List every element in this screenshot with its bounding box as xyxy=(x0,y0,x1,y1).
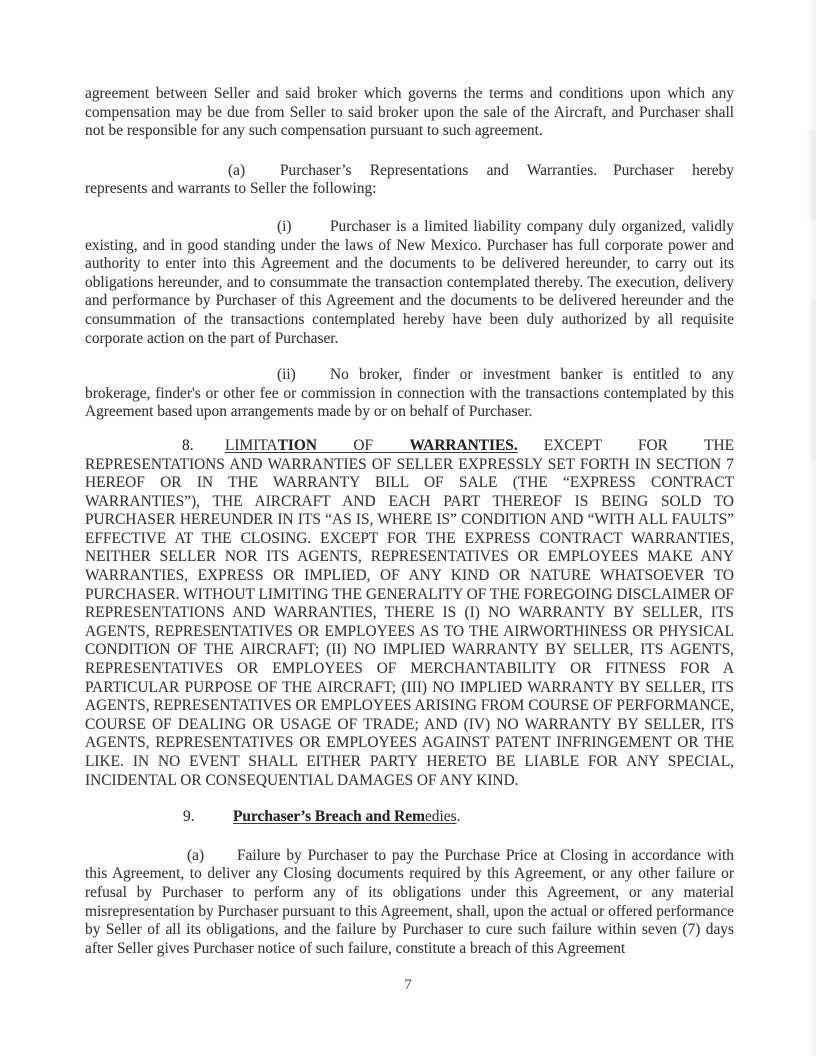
clause-ii-label: (ii) xyxy=(277,366,296,384)
section-9-paragraph xyxy=(85,808,734,827)
page-content xyxy=(85,85,734,958)
clause-a-label: (a) xyxy=(228,161,246,179)
section-8-heading xyxy=(225,437,518,454)
scan-artifact xyxy=(811,300,816,460)
clause-9a-paragraph xyxy=(85,847,734,959)
clause-i-paragraph xyxy=(85,218,734,348)
clause-a-paragraph xyxy=(85,162,734,199)
clause-i-label: (i) xyxy=(277,217,292,235)
clause-a-heading: Purchaser’s Representations and Warranties. xyxy=(280,161,598,179)
tab-spacer xyxy=(597,174,613,175)
tab-spacer xyxy=(518,449,544,450)
section-9-number: 9. xyxy=(183,808,195,826)
section-8-heading-part3: OF xyxy=(316,436,410,454)
section-8-heading-part2: TION xyxy=(277,436,317,454)
section-8-heading-part4: WARRANTIES. xyxy=(409,436,518,454)
clause-ii-paragraph xyxy=(85,366,734,422)
section-8-paragraph xyxy=(85,437,734,790)
section-9-heading xyxy=(233,808,457,825)
page-number: 7 xyxy=(404,977,412,993)
scan-artifact xyxy=(810,130,816,220)
section-8-body: EXCEPT FOR THE REPRESENTATIONS AND WARRANTIES OF SELLER EXPRESSLY SET FORTH IN SECTION 7 HEREOF OR IN THE WARRANTY BILL OF SALE (THE “EXPRESS CONTRACT WARRANTIES”), THE AIRCRAFT AND EACH PART THEREOF IS BEING SOLD TO PURCHASER HEREUNDER IN ITS “AS IS, WHERE IS” CONDITION AND “WITH ALL FAULTS” EFFECTIVE AT THE CLOSING. EXCEPT FOR THE EXPRESS CONTRACT WARRANTIES, NEITHER SELLER NOR ITS AGENTS, REPRESENTATIVES OR EMPLOYEES MAKE ANY WARRANTIES, EXPRESS OR IMPLIED, OF ANY KIND OR NATURE WHATSOEVER TO PURCHASER. WITHOUT LIMITING THE GENERALITY OF THE FOREGOING DISCLAIMER OF REPRESENTATIONS AND WARRANTIES, THERE IS (I) NO WARRANTY BY SELLER, ITS AGENTS, REPRESENTATIVES OR EMPLOYEES AS TO THE AIRWORTHINESS OR PHYSICAL CONDITION OF THE AIRCRAFT; (II) NO IMPLIED WARRANTY BY SELLER, ITS AGENTS, REPRESENTATIVES OR EMPLOYEES OF MERCHANTABILITY OR FITNESS FOR A PARTICULAR PURPOSE OF THE AIRCRAFT; (III) NO IMPLIED WARRANTY BY SELLER, ITS AGENTS, REPRESENTATIVES OR EMPLOYEES ARISING FROM COURSE OF PERFORMANCE, COURSE OF DEALING OR USAGE OF TRADE; AND (IV) NO WARRANTY BY SELLER, ITS AGENTS, REPRESENTATIVES OR EMPLOYEES AGAINST PATENT INFRINGEMENT OR THE LIKE. IN NO EVENT SHALL EITHER PARTY HERETO BE LIABLE FOR ANY SPECIAL, INCIDENTAL OR CONSEQUENTIAL DAMAGES OF ANY KIND. xyxy=(85,436,735,789)
clause-9a-body: Failure by Purchaser to pay the Purchase Price at Closing in accordance with this Agreement, to deliver any Closing documents required by this Agreement, or any other failure or refusal by Purchaser to perform any of its obligations under this Agreement, or any material misrepresentation by Purchaser pursuant to this Agreement, shall, upon the actual or offered performance by Seller of all its obligations, and the failure by Purchaser to cure such failure within seven (7) days after Seller gives Purchaser notice of such failure, constitute a breach of this Agreement xyxy=(85,846,734,957)
section-9-heading-bold: Purchaser’s Breach and Rem xyxy=(233,808,425,826)
section-8-heading-part1: LIMITA xyxy=(225,436,278,454)
clause-9a-label: (a) xyxy=(187,846,205,864)
section-8-number: 8. xyxy=(182,436,194,454)
clause-i-body: Purchaser is a limited liability company duly organized, validly existing, and in good standing under the laws of New Mexico. Purchaser has full corporate power and authority to enter into this Agreement and the documents to be delivered hereunder, to carry out its obligations hereunder, and to consummate the transaction contemplated thereby. The execution, delivery and performance by Purchaser of this Agreement and the documents to be delivered hereunder and the consummation of the transactions contemplated hereby have been duly authorized by all requisite corporate action on the part of Purchaser. xyxy=(85,217,734,347)
section-9-heading-rest: edies xyxy=(424,808,457,826)
intro-paragraph: agreement between Seller and said broker which governs the terms and conditions upon which any compensation may be due from Seller to said broker upon the sale of the Aircraft, and Purchaser shall not be responsible for any such compensation pursuant to such agreement. xyxy=(85,85,734,140)
clause-ii-body: No broker, finder or investment banker is entitled to any brokerage, finder's or other fee or commission in connection with the transactions contemplated by this Agreement based upon arrangements made by or on behalf of Purchaser. xyxy=(85,366,734,421)
section-9-heading-period: . xyxy=(456,808,461,826)
clause-a-body: Purchaser hereby represents and warrants to Seller the following: xyxy=(85,161,735,198)
